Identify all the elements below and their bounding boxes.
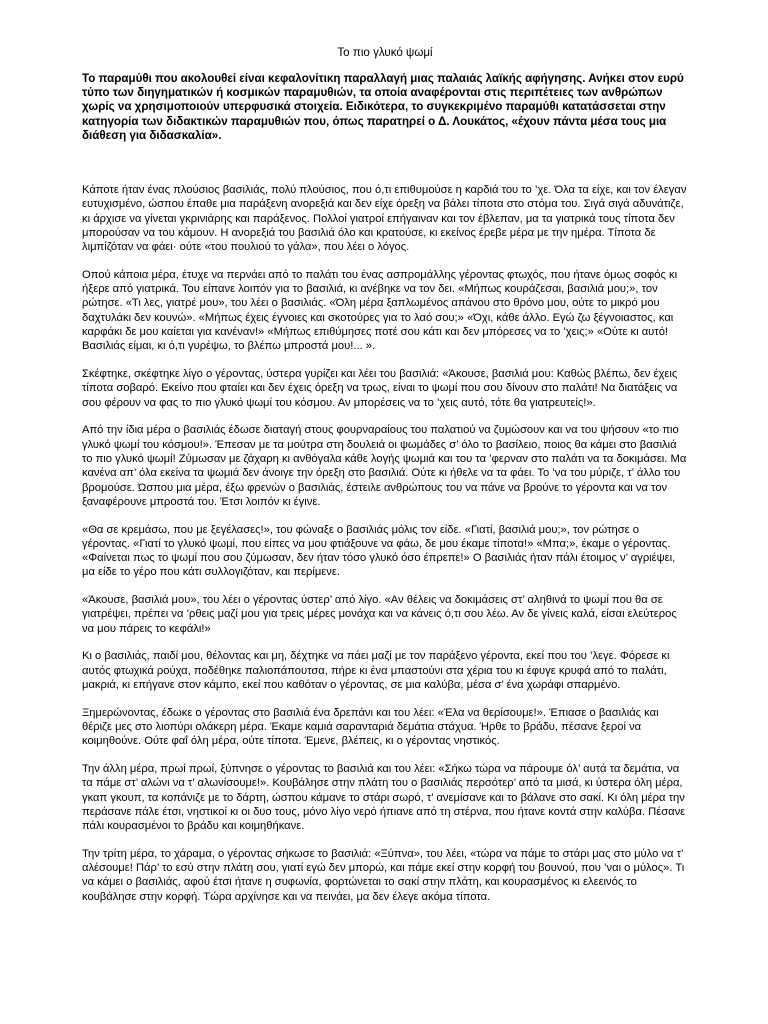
story-paragraph: Από την ίδια μέρα ο βασιλιάς έδωσε διαταγή στους φουρναραίους του παλατιού να ζυμώσουν και να του ψήσουν «το πιο γλυκό ψωμί του κόσμου!». Έπεσαν με τα μούτρα στη δουλειά οι ψωμάδες σ’ όλο το βασίλειο, ποιος θα κάμει στο βασιλιά το πιο γλυκό ψωμί! Ζύμωσαν με ζάχαρη κι ανθόγαλα κάθε λογής ψωμιά και του τα ’φερναν στο παλάτι να τα δοκιμάσει. Μα κανένα απ’ όλα εκείνα τα ψωμιά δεν άνοιγε την όρεξη στο βασιλιά. Ούτε κι ήθελε να τα φάει. Το ’να του μύριζε, τ’ άλλο του βρομούσε. Ώσπου μια μέρα, έξω φρενών ο βασιλιάς, έστειλε ανθρώπους του να πάνε να βρούνε το γέροντα και να τον ξαναφέρουνε μπροστά του. Έτσι λοιπόν κι έγινε.	[82, 424, 687, 508]
story-paragraph: Κι ο βασιλιάς, παιδί μου, θέλοντας και μη, δέχτηκε να πάει μαζί με τον παράξενο γέροντα, εκεί που του ’λεγε. Φόρεσε κι αυτός φτωχικά ρούχα, ποδέθηκε παλιοπάπουτσα, πήρε κι ένα μπαστούνι στα χέρια του κι έφυγε κρυφά από το παλάτι, μακριά, κι επήγανε στον κάμπο, εκεί που καθόταν ο γέροντας, σε μια καλύβα, μέσα σ’ ένα χωράφι σπαρμένο.	[82, 650, 670, 691]
intro-paragraph: Το παραμύθι που ακολουθεί είναι κεφαλονίτικη παραλλαγή μιας παλαιάς λαϊκής αφήγησης. Ανήκει στον ευρύ τύπο των διηγηματικών ή κοσμικών παραμυθιών, τα οποία αναφέρονται στις περιπέτειες των ανθρώπων χωρίς να χρησιμοποιούν υπερφυσικά στοιχεία. Ειδικότερα, το συγκεκριμένο παραμύθι κατατάσσεται στην κατηγορία των διδακτικών παραμυθιών που, όπως παρατηρεί ο Δ. Λουκάτος, «έχουν πάντα μέσα τους μια διάθεση για διδασκαλία».	[82, 72, 684, 142]
story-paragraph: Κάποτε ήταν ένας πλούσιος βασιλιάς, πολύ πλούσιος, που ό,τι επιθυμούσε η καρδιά του το ’χε. Όλα τα είχε, και τον έλεγαν ευτυχισμένο, ώσπου έπαθε μια παράξενη ανορεξιά και δεν είχε όρεξη να βάλει τίποτα στο στόμα του. Σιγά σιγά αδυνάτιζε, κι άρχισε να γίνεται γκρινιάρης και παράξενος. Πολλοί γιατροί επήγαιναν και τον έβλεπαν, μα τα γιατρικά τους τίποτα δεν μπορούσαν να του κάμουν. Η ανορεξιά του βασιλιά όλο και κρατούσε, κι εκείνος έρεβε μέρα με την ημέρα. Τίποτα δε λιμπίζόταν να φάει· ούτε «του πουλιού το γάλα», που λέει ο λόγος.	[82, 184, 687, 254]
story-paragraph: «Θα σε κρεμάσω, που με ξεγέλασες!», του φώναξε ο βασιλιάς μόλις τον είδε. «Γιατί, βασιλιά μου;», τον ρώτησε ο γέροντας. «Γιατί το γλυκό ψωμί, που είπες να μου φτιάξουνε να φάω, δε μου έκαμε τίποτα!» «Μπα;», έκαμε ο γέροντας. «Φαίνεται πως το ψωμί που σου ζύμωσαν, δεν ήταν τόσο γλυκό όσο έπρεπε!» Ο βασιλιάς ήταν πάλι έτοιμος ν’ αγριέψει, μα είδε το γέρο που κάτι συλλογιζόταν, και περίμενε.	[82, 523, 676, 579]
document-title: Το πιο γλυκό ψωμί	[337, 46, 433, 59]
story-body	[82, 183, 688, 904]
story-paragraph: Την τρίτη μέρα, το χάραμα, ο γέροντας σήκωσε το βασιλιά: «Ξύπνα», του λέει, «τώρα να πάμε το στάρι μας στο μύλο να τ’ αλέσουμε! Πάρ’ το εσύ στην πλάτη σου, γιατί εγώ δεν μπορώ, και πάμε εκεί στην κορφή του βουνού, που ’ναι ο μύλος». Τι να κάμει ο βασιλιάς, αφού έτσι ήτανε η συφωνία, φορτώνεται το σακί στην πλάτη, και κουρασμένος κι ελεεινός το κουβάλησε στην κορφή. Τώρα αρχίνησε και να πεινάει, μα δεν έλεγε ακόμα τίποτα.	[82, 847, 685, 903]
story-paragraph: Σκέφτηκε, σκέφτηκε λίγο ο γέροντας, ύστερα γυρίζει και λέει του βασιλιά: «Άκουσε, βασιλιά μου: Καθώς βλέπω, δεν έχεις τίποτα σοβαρό. Εκείνο που φταίει και δεν έχεις όρεξη να τρως, είναι το ψωμί που σου δίνουν στο παλάτι! Να διατάξεις να σου φέρουν να φας το πιο γλυκό ψωμί του κόσμου. Αν μπορέσεις να το ’χεις αυτό, τότε θα γιατρευτείς!».	[82, 368, 678, 409]
document-page	[82, 46, 688, 917]
story-paragraph: «Άκουσε, βασιλιά μου», του λέει ο γέροντας ύστερ’ από λίγο. «Αν θέλεις να δοκιμάσεις στ’ αληθινά το ψωμί που θα σε γιατρέψει, πρέπει να ’ρθεις μαζί μου για τρεις μέρες μονάχα και να κάνεις ό,τι σου λέω. Αν δε γίνεις καλά, είσαι ελεύτερος να μου πάρεις το κεφάλι!»	[82, 594, 677, 635]
story-paragraph: Ξημερώνοντας, έδωκε ο γέροντας στο βασιλιά ένα δρεπάνι και του λέει: «Έλα να θερίσουμε!». Έπιασε ο βασιλιάς και θέριζε μες στο λιοπύρι ολάκερη μέρα. Έκαμε καμιά σαρανταριά δεμάτια στάχυα. Ήρθε το βράδυ, πέσανε ξεροί να κοιμηθούνε. Ούτε φαΐ όλη μέρα, ούτε τίποτα. Έμενε, βλέπεις, κι ο γέροντας νηστικός.	[82, 706, 659, 748]
story-paragraph: Την άλλη μέρα, πρωί πρωί, ξύπνησε ο γέροντας το βασιλιά και του λέει: «Σήκω τώρα να πάρουμε όλ’ αυτά τα δεμάτια, να τα πάμε στ’ αλώνι να τ’ αλωνίσουμε!». Κουβάλησε στην πλάτη του ο βασιλιάς περσότερ’ από τα μισά, κι ύστερα όλη μέρα, γκαπ γκουπ, τα κοπάνιζε με το δάρτη, ώσπου κάμανε το στάρι σωρό, τ’ ανεμίσανε και το βάλανε στο σακί. Κι όλη μέρα την περάσανε πάλε έτσι, νηστικοί κι οι δυο τους, μόνο λίγο νερό ήπιανε από τη στέρνα, που ήτανε κοντά στην καλύβα. Πέσανε πάλι κουρασμένοι το βράδυ και κοιμηθήκανε.	[82, 762, 686, 833]
story-paragraph: Οπού κάποια μέρα, έτυχε να περνάει από το παλάτι του ένας ασπρομάλλης γέροντας φτωχός, που ήτανε όμως σοφός κι ήξερε από γιατρικά. Του είπανε λοιπόν για το βασιλιά, κι ανέβηκε να τον δει. «Μήπως κουράζεσαι, βασιλιά μου;», τον ρώτησε. «Τι λες, γιατρέ μου», του λέει ο βασιλιάς. «Όλη μέρα ξαπλωμένος απάνου στο θρόνο μου, ούτε το μικρό μου δαχτυλάκι δεν κουνώ». «Μήπως έχεις έγνοιες και σκοτούρες για το λαό σου;» «Όχι, κάθε άλλο. Εγώ ζω ξέγνοιαστος, και καρφάκι δε μου καίεται για κανέναν!» «Μήπως επιθύμησες ποτέ σου κάτι και δεν μπόρεσες να το ’χεις;» «Ούτε κι αυτό! Βασιλιάς είμαι, κι ό,τι γυρέψω, το βλέπω μπροστά μου!... ».	[82, 268, 678, 353]
